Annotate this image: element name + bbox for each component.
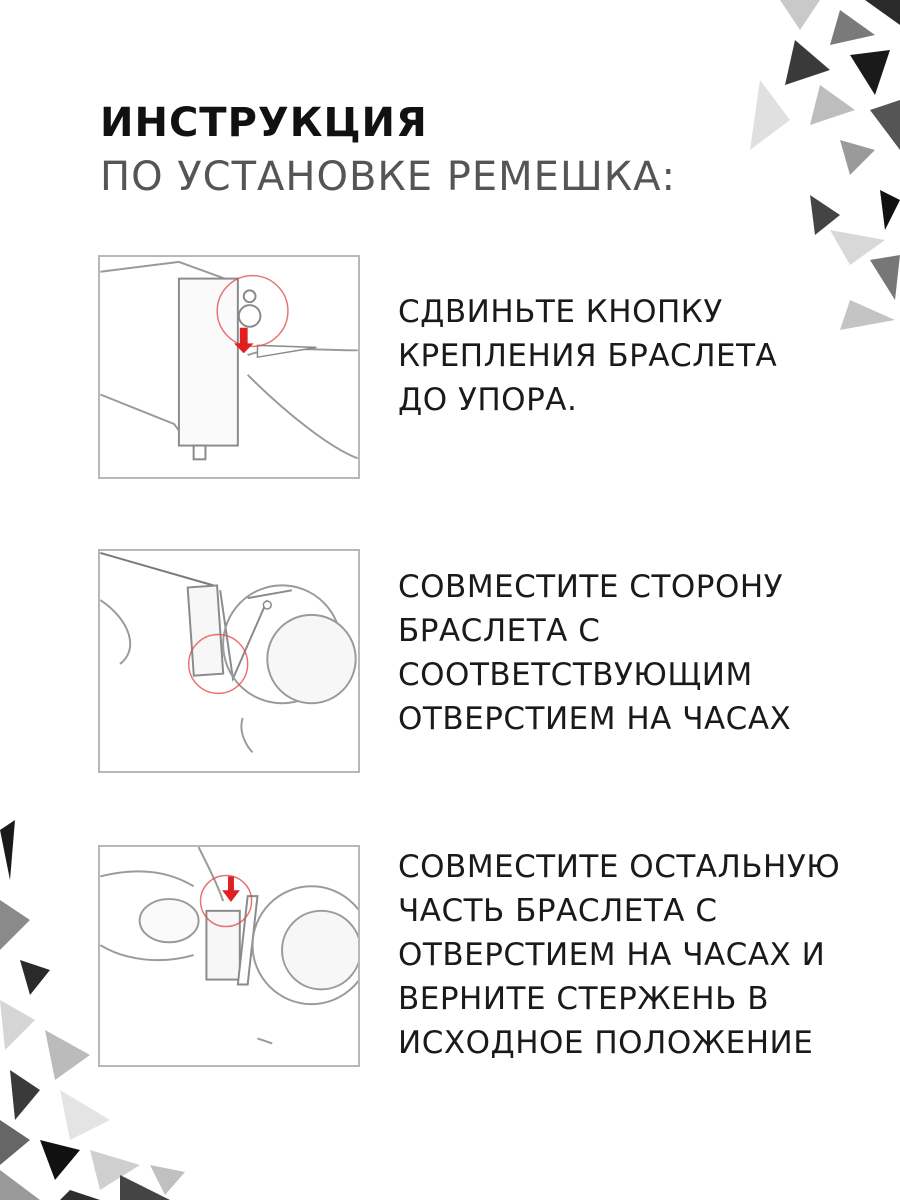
step-1-line: КРЕПЛЕНИЯ БРАСЛЕТА <box>398 338 778 374</box>
page-title <box>100 96 676 204</box>
step-1-line: ДО УПОРА. <box>398 382 578 418</box>
align-strap-illustration-icon <box>100 551 358 771</box>
step-2-text <box>398 565 868 741</box>
step-3-line: ИСХОДНОЕ ПОЛОЖЕНИЕ <box>398 1025 814 1061</box>
step-3-text <box>398 845 868 1065</box>
step-3-line: СОВМЕСТИТЕ ОСТАЛЬНУЮ <box>398 849 841 885</box>
step-2-line: СООТВЕТСТВУЮЩИМ <box>398 657 753 693</box>
step-2-line: СОВМЕСТИТЕ СТОРОНУ <box>398 569 784 605</box>
slide-pin-illustration-icon <box>100 257 358 477</box>
step-1-text <box>398 290 868 422</box>
return-pin-illustration-icon <box>100 847 358 1065</box>
step-3-line: ОТВЕРСТИЕМ НА ЧАСАХ И <box>398 937 826 973</box>
step-3-line: ЧАСТЬ БРАСЛЕТА С <box>398 893 718 929</box>
decorative-triangles-top-right-icon <box>700 0 900 340</box>
title-line-2: ПО УСТАНОВКЕ РЕМЕШКА: <box>100 154 676 200</box>
step-2-line: БРАСЛЕТА С <box>398 613 601 649</box>
step-3-illustration <box>98 845 360 1067</box>
step-1-illustration <box>98 255 360 479</box>
step-2-illustration <box>98 549 360 773</box>
step-3-line: ВЕРНИТЕ СТЕРЖЕНЬ В <box>398 981 769 1017</box>
step-1-line: СДВИНЬТЕ КНОПКУ <box>398 294 723 330</box>
title-line-1: ИНСТРУКЦИЯ <box>100 100 428 146</box>
step-2-line: ОТВЕРСТИЕМ НА ЧАСАХ <box>398 701 792 737</box>
